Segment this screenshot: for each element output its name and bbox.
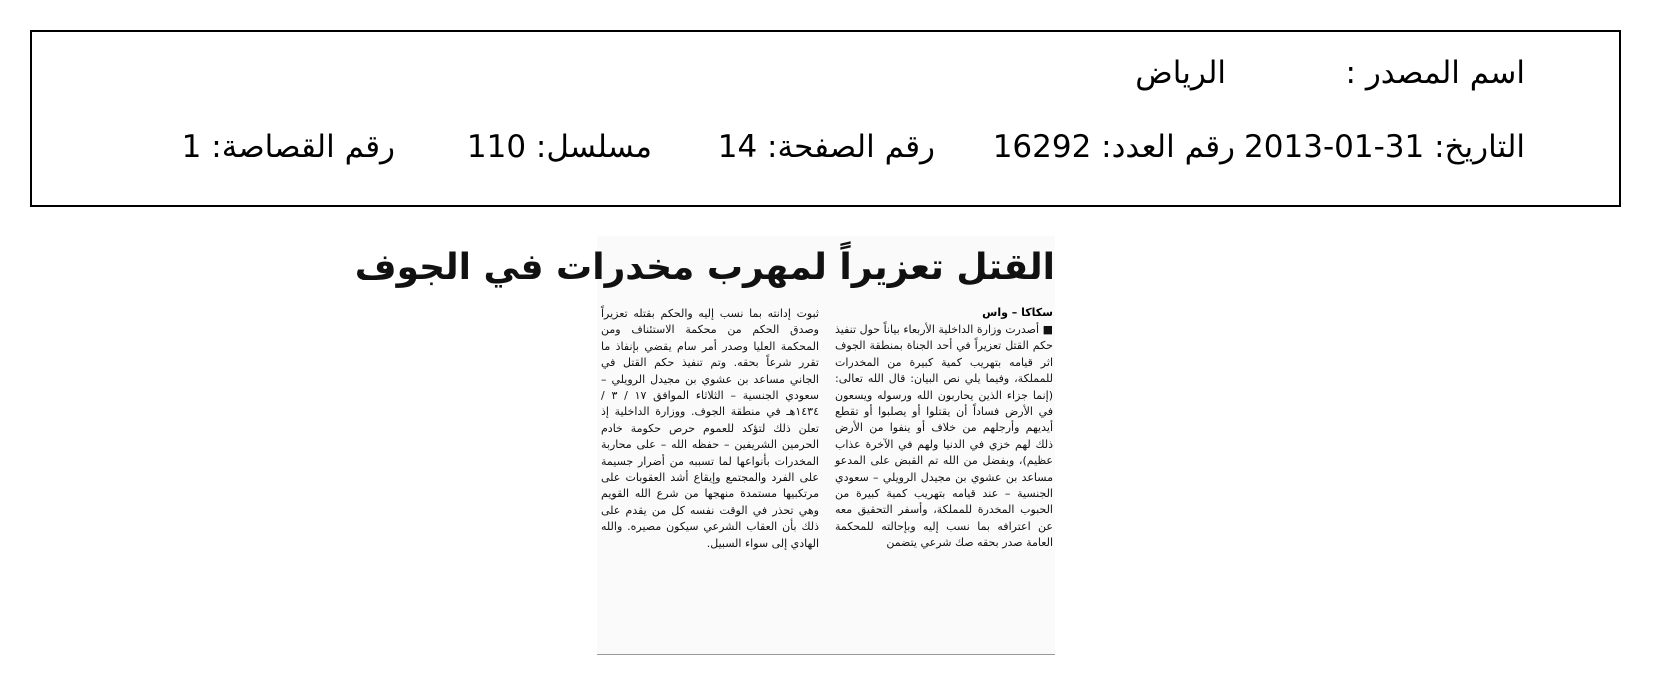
date-field: التاريخ: 31-01-2013 [1244, 129, 1525, 165]
clipping-dateline: سكاكا – واس [982, 306, 1053, 319]
issue-number-field: رقم العدد: 16292 [992, 129, 1235, 165]
source-value: الرياض [1135, 55, 1226, 91]
source-label: اسم المصدر : [1345, 55, 1525, 91]
serial-field: مسلسل: 110 [466, 129, 652, 165]
newspaper-clipping [354, 236, 1055, 655]
article-column-left: ثبوت إدانته بما نسب إليه والحكم بقتله تعزيراً وصدق الحكم من محكمة الاستئناف ومن المحكمة العليا وصدر أمر سام يقضي بإنفاذ ما تقرر شرعاً بحقه. وتم تنفيذ حكم القتل في الجاني مساعد بن عشوي بن مجيدل الرويلي – سعودي الجنسية – الثلاثاء الموافق ١٧ / ٣ / ١٤٣٤هـ في منطقة الجوف. ووزارة الداخلية إذ تعلن ذلك لتؤكد للعموم حرص حكومة خادم الحرمين الشريفين – حفظه الله – على محاربة المخدرات بأنواعها لما تسببه من أضرار جسيمة على الفرد والمجتمع وإيقاع أشد العقوبات على مرتكبيها مستمدة منهجها من شرع الله القويم وهي تحذر في الوقت نفسه كل من يقدم على ذلك بأن العقاب الشرعي سيكون مصيره. والله الهادي إلى سواء السبيل. [601, 307, 820, 550]
clip-number-field: رقم القصاصة: 1 [181, 129, 395, 165]
article-column-right: ■ أصدرت وزارة الداخلية الأربعاء بياناً حول تنفيذ حكم القتل تعزيراً في أحد الجناة بمنطقة الجوف اثر قيامه بتهريب كمية كبيرة من المخدرات للمملكة، وفيما يلي نص البيان: قال الله تعالى: (إنما جزاء الذين يحاربون الله ورسوله ويسعون في الأرض فساداً أن يقتلوا أو يصلبوا أو تقطع أيديهم وأرجلهم من خلاف أو ينفوا من الأرض ذلك لهم خزي في الدنيا ولهم في الآخرة عذاب عظيم)، وبفضل من الله تم القبض على المدعو مساعد بن عشوي بن مجيدل الرويلي – سعودي الجنسية – عند قيامه بتهريب كمية كبيرة من الحبوب المخدرة للمملكة، وأسفر التحقيق معه عن اعترافه بما نسب إليه وبإحالته للمحكمة العامة صدر بحقه صك شرعي يتضمن [835, 323, 1053, 550]
clipping-headline: القتل تعزيراً لمهرب مخدرات في الجوف [354, 247, 1055, 288]
page-number-field: رقم الصفحة: 14 [717, 129, 935, 165]
